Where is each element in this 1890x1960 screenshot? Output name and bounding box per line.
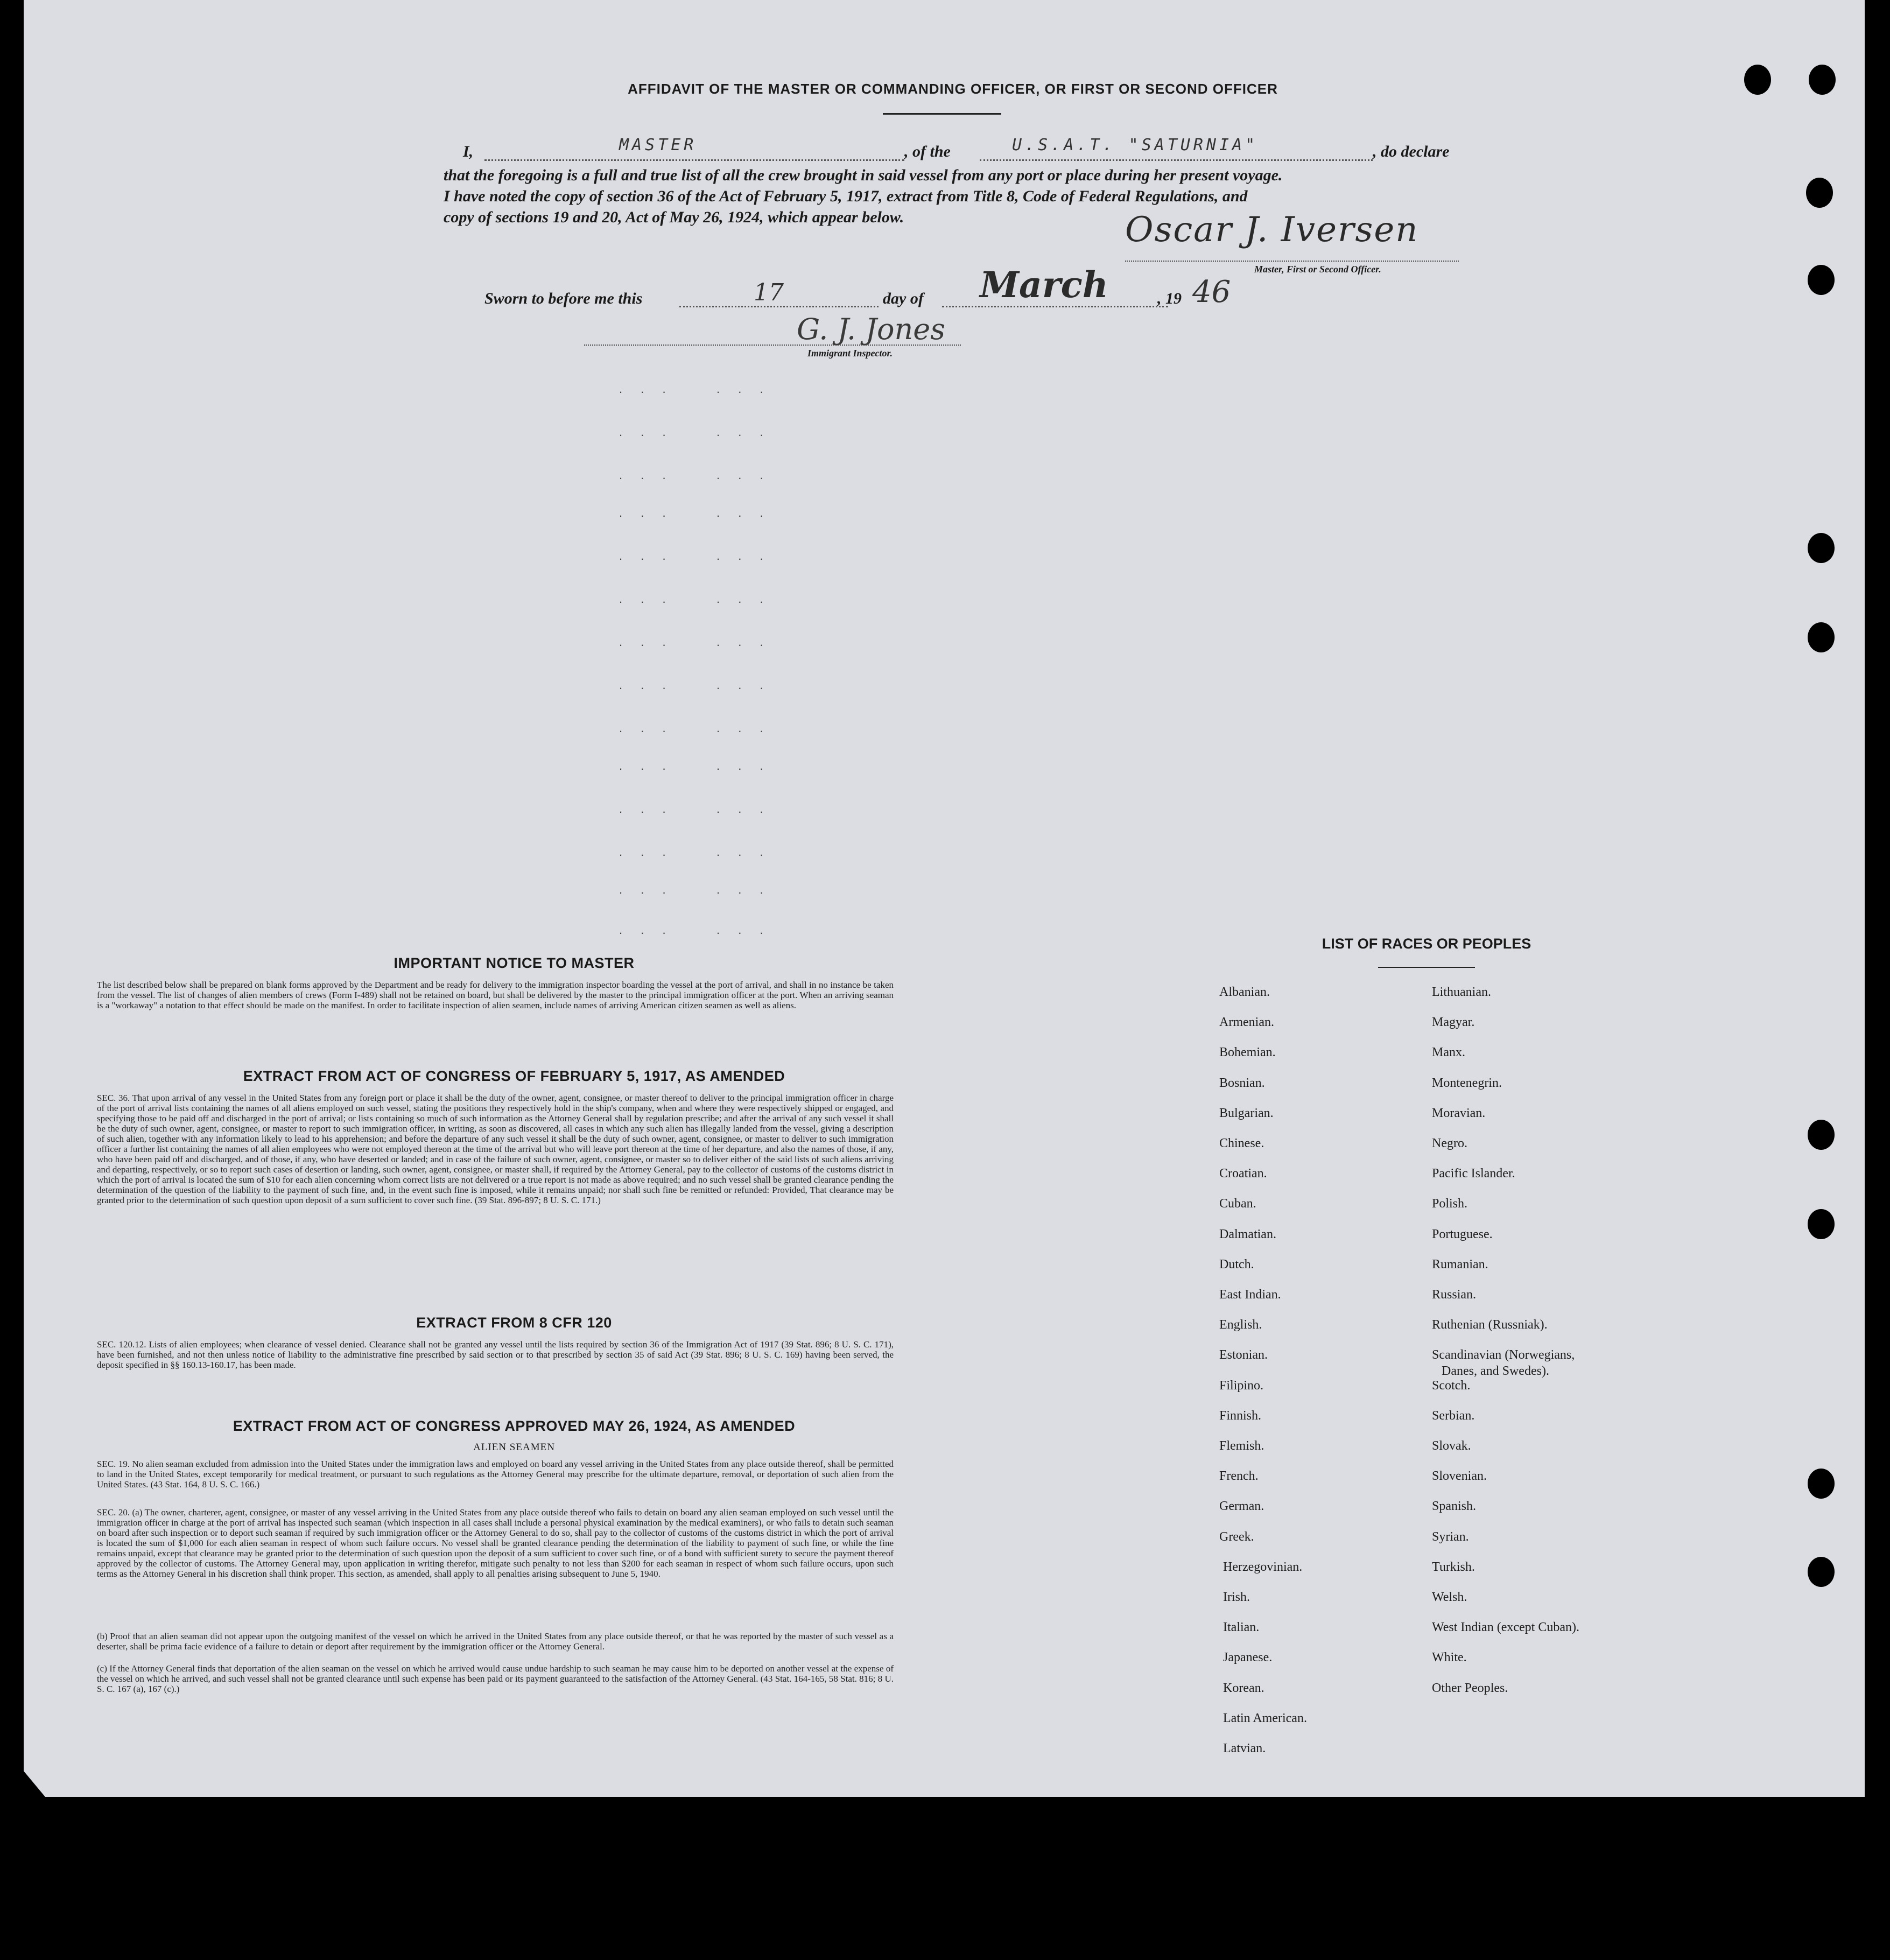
race-item: Finnish.: [1219, 1409, 1262, 1423]
affidavit-i-label: I,: [463, 143, 474, 160]
title-rule: [883, 113, 1001, 115]
race-item: Herzegovinian.: [1223, 1560, 1303, 1574]
name-blank: [484, 159, 904, 161]
extract-1924-subtitle: ALIEN SEAMEN: [473, 1442, 555, 1453]
race-item: Manx.: [1432, 1045, 1465, 1059]
race-item: Croatian.: [1219, 1167, 1267, 1181]
race-item: Negro.: [1432, 1136, 1467, 1150]
race-item: Latin American.: [1223, 1711, 1307, 1725]
extract-1924-sec20c: (c) If the Attorney General finds that deportation of the alien seaman on the vessel on which he arrived would cause undue hardship to such seaman he may cause him to be deported on another vessel at the expense of the vessel on which he arrived, and such vessel shall not be granted clearance until such expense has been paid or its payment guaranteed to the satisfaction of the Attorney General. (43 Stat. 164-165, 58 Stat. 816; 8 U. S. C. 167 (a), 167 (c).): [97, 1663, 894, 1694]
race-item: Other Peoples.: [1432, 1681, 1508, 1695]
dot-leaders: . . . . . .: [619, 506, 771, 519]
race-item: Bohemian.: [1219, 1045, 1276, 1059]
dot-leaders: . . . . . .: [619, 468, 771, 482]
race-item: Dalmatian.: [1219, 1227, 1276, 1241]
dot-leaders: . . . . . .: [619, 382, 771, 396]
dot-leaders: . . . . . .: [619, 883, 771, 896]
race-item: Estonian.: [1219, 1348, 1268, 1362]
race-item: Scandinavian (Norwegians,: [1432, 1348, 1575, 1362]
race-item: Magyar.: [1432, 1015, 1475, 1029]
sworn-label: Sworn to before me this: [484, 290, 643, 307]
binder-hole: [1808, 1557, 1835, 1587]
race-item: Japanese.: [1223, 1650, 1273, 1664]
race-item: Danes, and Swedes).: [1442, 1364, 1549, 1378]
race-item: Irish.: [1223, 1590, 1250, 1604]
affidavit-line-4: copy of sections 19 and 20, Act of May 26, 1924, which appear below.: [444, 208, 904, 226]
race-item: Welsh.: [1432, 1590, 1467, 1604]
notice-body: The list described below shall be prepared on blank forms approved by the Department and be ready for delivery to the immigration inspector boarding the vessel at the port of arrival, and shall in no instance be taken from the vessel. The list of changes of alien members of crews (Form I-489) shall not be retained on board, but shall be delivered by the master to the principal immigration officer at the port. When an arriving seaman is a "workaway" a notation to that effect should be made on the manifest. In order to facilitate inspection of alien seamen, include names of arriving American citizen seamen as well as aliens.: [97, 980, 894, 1010]
day-handwritten: 17: [754, 279, 784, 306]
day-of-label: day of: [883, 290, 924, 307]
race-item: Polish.: [1432, 1197, 1468, 1211]
race-item: Bosnian.: [1219, 1076, 1265, 1090]
binder-hole: [1808, 1469, 1835, 1499]
race-item: Filipino.: [1219, 1379, 1264, 1393]
binder-hole: [1744, 65, 1771, 95]
race-item: Serbian.: [1432, 1409, 1475, 1423]
extract-1917-body: SEC. 36. That upon arrival of any vessel in the United States from any foreign port or place it shall be the duty of the owner, agent, consignee, or master thereof to deliver to the principal immigration officer in charge of the port of arrival lists containing the names of all aliens employed on such vessel, stating the positions they respectively hold in the ship's company, when and where they were respectively shipped or engaged, and specifying those to be paid off and discharged in the port of arrival; or lists containing so much of such information as the Attorney General shall by regulation prescribe; and after the arrival of any such vessel it shall be the duty of such owner, agent, consignee, or master to report to such immigration officer, in writing, as soon as discovered, all cases in which any such alien has illegally landed from the vessel, giving a description of such alien, together with any information likely to lead to his apprehension; and before the departure of any such vessel it shall be the duty of such owner, agent, consignee, or master to deliver to such immigration officer a further list containing the names of all alien employees who were not employed thereon at the time of the arrival but who will leave port thereon at the time of her departure, and also the names of those, if any, who have been paid off and discharged, and of those, if any, who have deserted or landed; and in case of the failure of such owner, agent, consignee, or master so to deliver either of the said lists of such aliens arriving and departing, respectively, or so to report such cases of desertion or landing, such owner, agent, consignee, or master shall, if required by the Attorney General, pay to the collector of customs of the customs district in which the port of arrival is located the sum of $10 for each alien concerning whom correct lists are not delivered or a true report is not made as above required; and no such vessel shall be granted clearance pending the determination of the question of the liability to the payment of such fine, and, in the event such fine is imposed, while it remains unpaid; nor shall such fine be remitted or refunded: Provided, That clearance may be granted prior to the determination of such question upon deposit of a sum sufficient to cover such fine. (39 Stat. 896-897; 8 U. S. C. 171.): [97, 1093, 894, 1205]
race-item: West Indian (except Cuban).: [1432, 1620, 1579, 1634]
race-item: Albanian.: [1219, 985, 1270, 999]
race-item: Slovenian.: [1432, 1469, 1487, 1483]
dot-leaders: . . . . . .: [619, 923, 771, 937]
extract-1924-sec20a: SEC. 20. (a) The owner, charterer, agent, consignee, or master of any vessel arriving in the United States from any place outside thereof who fails to detain on board any alien seaman employed on such vessel until the immigration officer in charge at the port of arrival has inspected such seaman (which inspection in all cases shall include a personal physical examination by the medical examiners), or who fails to detain such seaman on board after such inspection or to deport such seaman if required by such immigration officer or the Attorney General to do so, shall pay to the collector of customs of the customs district in which the port of arrival is located the sum of $1,000 for each alien seaman in respect of whom such failure occurs. No vessel shall be granted clearance pending the determination of the liability to payment of such fine, or while the fine remains unpaid, except that clearance may be granted prior to the determination of such question upon the deposit of a sum sufficient to cover such fine, or of a bond with sufficient surety to secure the payment thereof approved by the collector of customs. The Attorney General may, upon application in writing therefor, mitigate such penalty to not less than $200 for each seaman in respect of whom such failure occurs, upon such terms as the Attorney General in his discretion shall think proper. This section, as amended, shall apply to all penalties arising subsequent to June 5, 1940.: [97, 1507, 894, 1579]
master-signature-line: [1125, 261, 1459, 262]
dot-leaders: . . . . . .: [619, 635, 771, 649]
race-item: East Indian.: [1219, 1288, 1281, 1302]
extract-1924-title: EXTRACT FROM ACT OF CONGRESS APPROVED MAY 26, 1924, AS AMENDED: [233, 1418, 796, 1434]
master-signature-caption: Master, First or Second Officer.: [1254, 264, 1381, 275]
race-item: German.: [1219, 1499, 1264, 1513]
corner-fold: [24, 1771, 45, 1797]
master-signature: Oscar J. Iversen: [1125, 210, 1419, 250]
extract-1924-sec20b: (b) Proof that an alien seaman did not appear upon the outgoing manifest of the vessel on which he arrived in the United States from any place outside thereof, or that he was reported by the master of such vessel as a deserter, shall be prima facie evidence of a failure to detain or deport after requirement by the immigration officer or the Attorney General.: [97, 1631, 894, 1652]
race-item: French.: [1219, 1469, 1259, 1483]
races-title-rule: [1378, 967, 1475, 968]
race-item: Turkish.: [1432, 1560, 1475, 1574]
race-item: Chinese.: [1219, 1136, 1264, 1150]
race-item: Lithuanian.: [1432, 985, 1491, 999]
affidavit-do-declare: , do declare: [1373, 143, 1450, 160]
affidavit-line-3: I have noted the copy of section 36 of the Act of February 5, 1917, extract from Title 8, Code of Federal Regulations, and: [444, 187, 1248, 205]
race-item: English.: [1219, 1318, 1262, 1332]
race-item: Russian.: [1432, 1288, 1477, 1302]
extract-1917-title: EXTRACT FROM ACT OF CONGRESS OF FEBRUARY 5, 1917, AS AMENDED: [243, 1068, 785, 1084]
race-item: Slovak.: [1432, 1439, 1471, 1453]
affidavit-title: AFFIDAVIT OF THE MASTER OR COMMANDING OFFICER, OR FIRST OR SECOND OFFICER: [628, 81, 1278, 97]
month-handwritten: March: [980, 264, 1108, 306]
race-item: Greek.: [1219, 1530, 1254, 1544]
inspector-signature: G. J. Jones: [797, 312, 945, 346]
extract-1924-sec19: SEC. 19. No alien seaman excluded from admission into the United States under the immigration laws and employed on board any vessel arriving in the United States from any place outside thereof, shall be permitted to land in the United States, except temporarily for medical treatment, or pursuant to such regulations as the Attorney General may prescribe for the ultimate departure, removal, or deportation of such alien from the United States. (43 Stat. 164, 8 U. S. C. 166.): [97, 1459, 894, 1490]
race-item: Pacific Islander.: [1432, 1167, 1515, 1181]
race-item: Spanish.: [1432, 1499, 1477, 1513]
race-item: Korean.: [1223, 1681, 1264, 1695]
dot-leaders: . . . . . .: [619, 678, 771, 692]
notice-title: IMPORTANT NOTICE TO MASTER: [394, 955, 635, 971]
dot-leaders: . . . . . .: [619, 759, 771, 772]
race-item: Cuban.: [1219, 1197, 1256, 1211]
dot-leaders: . . . . . .: [619, 721, 771, 735]
vessel-handwritten: U.S.A.T. "SATURNIA": [1012, 136, 1259, 154]
month-blank: [942, 306, 1168, 307]
race-item: Armenian.: [1219, 1015, 1274, 1029]
vessel-blank: [980, 159, 1373, 161]
extract-8cfr-body: SEC. 120.12. Lists of alien employees; when clearance of vessel denied. Clearance shall not be granted any vessel until the lists required by section 36 of the Immigration Act of 1917 (39 Stat. 896; 8 U. S. C. 171), have been furnished, and not then unless notice of liability to the administrative fine prescribed by said section or to that prescribed by section 35 of said Act (39 Stat. 896; 8 U. S. C. 169) having been served, the deposit specified in §§ 160.13-160.17, has been made.: [97, 1339, 894, 1370]
binder-hole: [1806, 178, 1833, 208]
race-item: Portuguese.: [1432, 1227, 1493, 1241]
inspector-caption: Immigrant Inspector.: [807, 348, 893, 359]
race-item: Scotch.: [1432, 1379, 1471, 1393]
race-item: Syrian.: [1432, 1530, 1469, 1544]
race-item: Moravian.: [1432, 1106, 1486, 1120]
race-item: Italian.: [1223, 1620, 1260, 1634]
race-item: Montenegrin.: [1432, 1076, 1502, 1090]
affidavit-line-2: that the foregoing is a full and true list of all the crew brought in said vessel from any port or place during her present voyage.: [444, 166, 1283, 184]
binder-hole: [1808, 622, 1835, 652]
inspector-signature-line: [584, 345, 961, 346]
dot-leaders: . . . . . .: [619, 549, 771, 563]
binder-hole: [1808, 1120, 1835, 1150]
race-item: Flemish.: [1219, 1439, 1264, 1453]
dot-leaders: . . . . . .: [619, 425, 771, 439]
binder-hole: [1809, 65, 1836, 95]
year-prefix: , 19: [1157, 290, 1182, 307]
race-item: Latvian.: [1223, 1741, 1266, 1755]
dot-leaders: . . . . . .: [619, 845, 771, 859]
name-handwritten: MASTER: [619, 136, 697, 154]
race-item: Dutch.: [1219, 1258, 1254, 1271]
binder-hole: [1808, 265, 1835, 295]
extract-8cfr-title: EXTRACT FROM 8 CFR 120: [416, 1315, 612, 1331]
binder-hole: [1808, 1209, 1835, 1239]
race-item: Rumanian.: [1432, 1258, 1488, 1271]
dot-leaders: . . . . . .: [619, 592, 771, 606]
affidavit-of-the: , of the: [904, 143, 951, 160]
races-title: LIST OF RACES OR PEOPLES: [1322, 936, 1531, 952]
race-item: White.: [1432, 1650, 1467, 1664]
binder-hole: [1808, 533, 1835, 563]
race-item: Ruthenian (Russniak).: [1432, 1318, 1548, 1332]
dot-leaders: . . . . . .: [619, 802, 771, 816]
year-handwritten: 46: [1192, 275, 1231, 310]
race-item: Bulgarian.: [1219, 1106, 1274, 1120]
